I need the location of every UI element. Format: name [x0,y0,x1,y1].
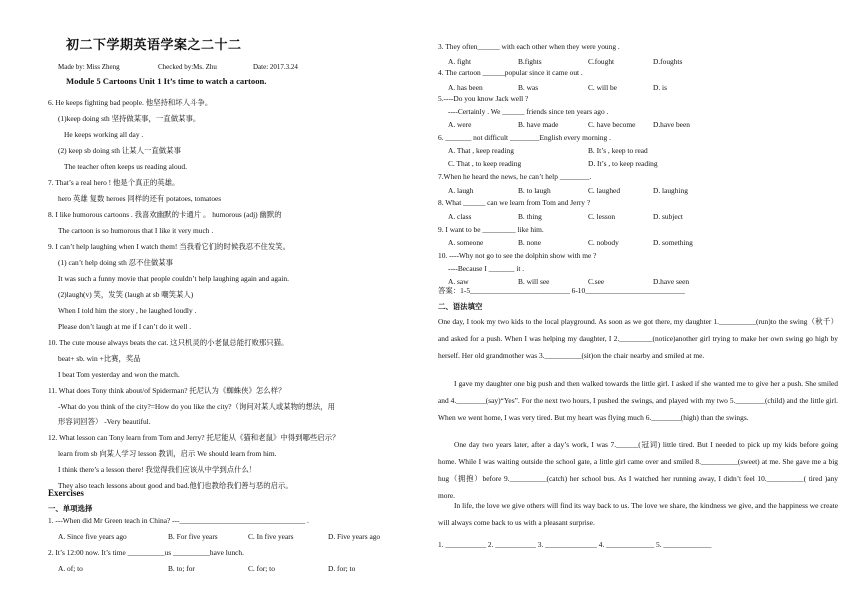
question-text: 8. What ______ can we learn from Tom and Jerry ? [438,198,591,207]
answer-option[interactable]: C. for; to [248,564,275,573]
question-text: 9. I want to be _________ like him. [438,225,544,234]
exercises-heading: Exercises [48,488,84,498]
answer-option[interactable]: D.have seen [653,277,690,286]
note-line: (1)keep doing sth 坚持做某事，一直做某事。 [58,114,201,123]
question-text: 7.When he heard the news, he can’t help ________. [438,172,592,181]
question-text: 6. _______ not difficult ________English every morning . [438,133,611,142]
page-title: 初二下学期英语学案之二十二 [66,37,242,52]
answer-option[interactable]: D. It’s , to keep reading [588,159,658,168]
note-line: (2) keep sb doing sth 让某人一直做某事 [58,146,181,155]
note-line: I think there’s a lesson there! 我觉得我们应该从中学到点什么！ [58,465,257,474]
answer-option[interactable]: C. laughed [588,186,621,195]
answer-option[interactable]: B.fights [518,57,542,66]
passage-para-2: I gave my daughter one big push and then walked towards the little girl. I asked if she wanted me to give her a push. She smiled and 4.________(say)“Yes”. For the next two hours, I pushed the swings, and played with my two 5.________(child) and the little girl. When we went home, I was very tired. But my heart was flying much 6.________(high) than the swings. [438,379,838,422]
answer-option[interactable]: D.foughts [653,57,683,66]
note-line: 6. He keeps fighting bad people. 他坚持和坏人斗争。 [48,98,213,107]
answer-option[interactable]: C. lesson [588,212,616,221]
section-2-heading: 二、语法填空 [438,302,483,311]
answer-option[interactable]: D. subject [653,212,683,221]
answer-option[interactable]: D. something [653,238,693,247]
checked-by: Checked by:Ms. Zhu [158,63,217,71]
question-text: 5.----Do you know Jack well ? [438,94,529,103]
note-line: Please don’t laugh at me if I can’t do it well . [58,322,192,331]
passage-para-1: One day, I took my two kids to the local playground. As soon as we got there, my daughter 1.__________(run)to the swing（秋千）and asked for a push. When I was helping my daughter, I 2._________(notice)another girl trying to make her own swing go high by herself. Her old grandmother was 3.__________(sit)on the chair nearby and smiled at me. [438,317,838,360]
answer-option[interactable]: A. were [448,120,472,129]
answer-option[interactable]: D. for; to [328,564,356,573]
note-line: hero 英雄 复数 heroes 同样的还有 potatoes, tomatoes [58,194,222,203]
answer-option[interactable]: A. That , keep reading [448,146,514,155]
note-line: 形容词回答） -Very beautiful. [58,417,151,426]
note-line: (2)laugh(v) 笑，发笑 (laugh at sb 嘲笑某人) [58,290,194,299]
note-line: 7. That’s a real hero ! 他是个真正的英雄。 [48,178,180,187]
answer-option[interactable]: C. In five years [248,532,294,541]
answer-option[interactable]: A. Since five years ago [58,532,127,541]
date: Date: 2017.3.24 [253,63,298,71]
passage-para-3: One day two years later, after a day’s work, I was 7.______(冠词) little tired. But I needed to pick up my kids before going home. While I was waiting outside the school gate, a little girl came over and smiled 8.__________(sweet) at me. She gave me a big hug（拥抱）before 9.__________(catch) her school bus. As I watched her running away, I didn’t feel 10.__________( tired )any more. [438,440,838,500]
note-line: 8. I like humorous cartoons . 我喜欢幽默的卡通片 。 humorous (adj) 幽默的 [48,210,282,219]
answer-option[interactable]: B. have made [518,120,559,129]
answer-option[interactable]: C. nobody [588,238,619,247]
note-line: It was such a funny movie that people couldn’t help laughing again and again. [58,274,289,283]
answer-option[interactable]: B. to; for [168,564,195,573]
answer-option[interactable]: A. laugh [448,186,474,195]
note-line: learn from sb 向某人学习 lesson 教训，启示 We should learn from him. [58,449,277,458]
note-line: 12. What lesson can Tony learn from Tom and Jerry? 托尼能从《猫和老鼠》中得到哪些启示？ [48,433,340,442]
answer-option[interactable]: B. to laugh [518,186,551,195]
section-1-heading: 一、单项选择 [48,504,93,513]
note-line: beat+ sb. win +比赛，奖品 [58,354,141,363]
answer-option[interactable]: B. none [518,238,541,247]
blanks-line: 1. ___________ 2. ___________ 3. ______________ 4. _____________ 5. _____________ [438,540,712,549]
answer-option[interactable]: B. It’s , keep to read [588,146,648,155]
note-line: He keeps working all day . [64,130,144,139]
note-line: I beat Tom yesterday and won the match. [58,370,180,379]
note-line: They also teach lessons about good and bad.他们也教给我们善与恶的启示。 [58,481,293,490]
answer-line: 答案：1-5___________________________ 6-10___________________________ [438,286,685,295]
answer-option[interactable]: D. laughing [653,186,688,195]
answer-option[interactable]: C. have become [588,120,636,129]
answer-option[interactable]: A. fight [448,57,471,66]
note-line: The teacher often keeps us reading aloud. [64,162,187,171]
question-text: 1. ---When did Mr Green teach in China? ---__________________________________ . [48,516,309,525]
note-line: 9. I can’t help laughing when I watch them! 当我看它们的时候我忍不住发笑。 [48,242,291,251]
answer-option[interactable]: B. thing [518,212,542,221]
passage-para-4: In life, the love we give others will find its way back to us. The love we share, the kindness we give, and the happiness we create will always come back to us with a pleasant surprise. [438,501,838,527]
note-line: -What do you think of the city?=How do you like the city?（询问对某人或某物的想法，用 [58,402,335,411]
note-line: 11. What does Tony think about/of Spiderman? 托尼认为《蜘蛛侠》怎么样？ [48,386,286,395]
answer-option[interactable]: D.have been [653,120,690,129]
answer-option[interactable]: A. class [448,212,472,221]
module-heading: Module 5 Cartoons Unit 1 It’s time to watch a cartoon. [66,76,267,86]
question-text-reply: ----Because I _______ it . [448,264,525,273]
made-by: Made by: Miss Zheng [58,63,120,71]
question-text: 2. It’s 12:00 now. It’s time __________us __________have lunch. [48,548,244,557]
answer-option[interactable]: C. That , to keep reading [448,159,522,168]
answer-option[interactable]: A. of; to [58,564,83,573]
answer-option[interactable]: A. has been [448,83,483,92]
question-text: 4. The cartoon ______popular since it came out . [438,68,583,77]
question-text: 10. ----Why not go to see the dolphin show with me ? [438,251,597,260]
answer-option[interactable]: B. was [518,83,539,92]
note-line: When I told him the story , he laughed loudly . [58,306,197,315]
note-line: The cartoon is so humorous that I like it very much . [58,226,214,235]
answer-option[interactable]: D. is [653,83,667,92]
note-line: 10. The cute mouse always beats the cat. 这只机灵的小老鼠总能打败那只猫。 [48,338,289,347]
answer-option[interactable]: B. For five years [168,532,218,541]
answer-option[interactable]: C.see [588,277,605,286]
answer-option[interactable]: C.fought [588,57,615,66]
note-line: (1) can’t help doing sth 忍不住做某事 [58,258,174,267]
answer-option[interactable]: A. someone [448,238,484,247]
question-text: 3. They often______ with each other when they were young . [438,42,620,51]
answer-option[interactable]: D. Five years ago [328,532,381,541]
answer-option[interactable]: C. will be [588,83,617,92]
answer-option[interactable]: A. saw [448,277,469,286]
question-text-reply: ----Certainly . We ______ friends since ten years ago . [448,107,609,116]
answer-option[interactable]: B. will see [518,277,550,286]
